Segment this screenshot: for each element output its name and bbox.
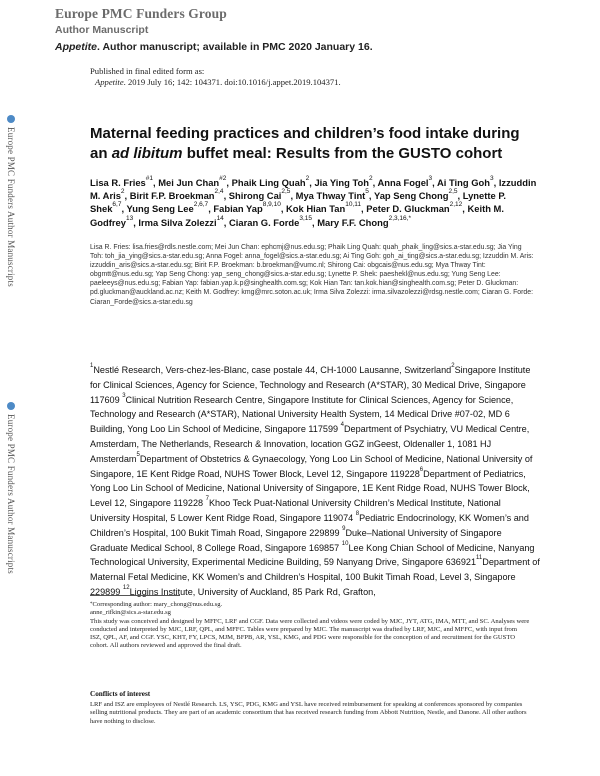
- author: [229, 190, 291, 201]
- affiliation-number: 11: [476, 555, 483, 562]
- author: [158, 177, 226, 188]
- author-affiliation-marker: 5: [365, 188, 369, 196]
- affiliation-text: Singapore Institute for Clinical Sciences, Agency for Science, Technology and Research (A*STAR), 30 Medical Drive, Singapore 117609: [90, 365, 531, 405]
- corresponding-marker: *: [90, 602, 93, 607]
- author: [286, 203, 361, 214]
- affiliation-number: 5: [136, 451, 140, 458]
- author: [437, 177, 494, 188]
- author-name: Jia Ying Toh: [314, 177, 369, 188]
- corresponding-email: Corresponding author: mary_chong@nus.edu.sg.: [92, 601, 223, 608]
- author-affiliation-marker: 14: [216, 214, 224, 222]
- affiliation-text: Duke–National University of Singapore Graduate Medical School, 8 College Road, Singapore 169857: [90, 527, 502, 553]
- affiliation-text: Department of Maternal Fetal Medicine, KK Women’s and Children’s Hospital, 100 Bukit Timah Road, Level 3, Singapore 229899: [90, 557, 540, 597]
- author: [130, 190, 224, 201]
- affiliation-number: 8: [355, 510, 360, 517]
- published-in: [90, 66, 341, 88]
- author-affiliation-marker: 6,7: [112, 201, 122, 209]
- title-italic: ad libitum: [111, 144, 183, 162]
- author-name: Ciaran G. Forde: [229, 216, 300, 228]
- author: [229, 214, 312, 228]
- author: [366, 203, 462, 214]
- author-affiliation-marker: 2,4: [214, 188, 224, 196]
- affiliation-number: 7: [205, 496, 209, 503]
- author-affiliation-marker: 3: [428, 175, 433, 182]
- author: [314, 177, 372, 188]
- author-affiliation-marker: 2,3,16,*: [388, 214, 411, 222]
- author-name: Birit F.P. Broekman: [129, 190, 215, 202]
- author-name: Anna Fogel: [377, 177, 429, 188]
- author-affiliation-marker: #1: [145, 175, 153, 182]
- author-affiliation-marker: 2,6,7: [193, 201, 209, 209]
- affiliation-text: Clinical Nutrition Research Centre, Singapore Institute for Clinical Sciences, Agency for Science, Technology and Research (A*STAR), National University Health System, 14 Medical Drive #07-02, MD 6 Building, Yong Loo Lin School of Medicine, Singapore 117599: [90, 394, 514, 435]
- affiliation-number: 2: [451, 363, 455, 369]
- author-manuscript-label: Author Manuscript: [55, 24, 149, 36]
- affiliation-number: 4: [340, 422, 344, 429]
- europe-pmc-dot-icon: [7, 402, 15, 410]
- affiliation-number: 9: [342, 525, 346, 532]
- author-affiliation-marker: 3: [489, 175, 494, 182]
- author-name: Mya Thway Tint: [295, 190, 366, 202]
- affiliation-text: Khoo Teck Puat-National University Children’s Medical Institute, National University Hospital, 5 Lower Kent Ridge Road, Singapore 119074: [90, 498, 501, 523]
- author-affiliation-marker: 2,5: [281, 188, 291, 196]
- author-affiliation-marker: 2: [305, 175, 310, 182]
- author: [213, 203, 280, 214]
- author-name: Yap Seng Chong: [373, 190, 449, 202]
- additional-email: anne_rifkin@sics.a-star.edu.sg: [90, 609, 171, 617]
- author: [232, 177, 310, 188]
- author-name: Phaik Ling Quah: [231, 177, 306, 188]
- author-name: Keith M. Godfrey: [90, 203, 504, 228]
- affiliation-number: 1: [90, 363, 94, 369]
- article-title: [90, 124, 530, 163]
- author-name: Irma Silva Zolezzi: [138, 216, 217, 228]
- author-name: Kok Hian Tan: [286, 203, 346, 215]
- author-name: Fabian Yap: [213, 203, 263, 215]
- author-name: Lynette P. Shek: [90, 190, 506, 215]
- author: [296, 190, 369, 201]
- sidebar-text-2: Europe PMC Funders Author Manuscripts: [6, 414, 16, 574]
- author-name: Mei Jun Chan: [158, 177, 220, 188]
- availability-text: . Author manuscript; available in PMC 2020 January 16.: [97, 41, 373, 53]
- affiliation-number: 3: [122, 392, 126, 399]
- affiliation-text: Pediatric Endocrinology, KK Women’s and Children’s Hospital, 100 Bukit Timah Road, Singapore 229899: [90, 512, 529, 538]
- funders-group-header: Europe PMC Funders Group: [55, 6, 227, 21]
- author-affiliation-marker: 10,11: [345, 201, 362, 209]
- author-affiliation-marker: 13: [125, 214, 134, 222]
- sidebar-watermark-2: [6, 402, 16, 574]
- citation-journal: Appetite: [95, 77, 124, 87]
- footnote-divider: [90, 595, 180, 596]
- author-affiliation-marker: 3,15: [299, 214, 312, 222]
- author: [127, 203, 209, 214]
- journal-name: Appetite: [55, 41, 97, 53]
- affiliation-number: 12: [122, 584, 130, 591]
- author-name: Lisa R. Fries: [90, 177, 146, 188]
- affiliations: [90, 363, 540, 600]
- author-affiliation-marker: 2: [368, 175, 373, 182]
- citation-details: . 2019 July 16; 142: 104371. doi:10.1016/j.appet.2019.104371.: [123, 77, 341, 87]
- corresponding-author: [90, 601, 530, 609]
- author-name: Shirong Cai: [228, 190, 282, 202]
- affiliation-text: Liggins Institute, University of Auckland, 85 Park Rd, Grafton,: [129, 586, 376, 597]
- affiliation-number: 10: [341, 540, 349, 547]
- affiliation-text: Department of Obstetrics & Gynaecology, Yong Loo Lin School of Medicine, National University of Singapore, 1E Kent Ridge Road, NUHS Tower Block, Level 12, Singapore 119228: [90, 453, 533, 479]
- affiliation-text: Lee Kong Chian School of Medicine, Nanyang Technological University, Experimental Medicine Building, 59 Nanyang Drive, Singapore 636921: [90, 542, 535, 568]
- affiliation-text: Department of Pediatrics, Yong Loo Lin School of Medicine, National University of Singapore, 1E Kent Ridge Road, NUHS Tower Block, Level 12, Singapore 119228: [90, 468, 530, 509]
- author-name: Izzuddin M. Aris: [90, 177, 537, 202]
- author-name: Peter D. Gluckman: [366, 203, 450, 215]
- author-affiliation-marker: 2,5: [448, 188, 458, 196]
- sidebar-text-1: Europe PMC Funders Author Manuscripts: [6, 127, 16, 287]
- author: [374, 190, 458, 201]
- author-list: Lisa R. Fries$^{\#1}$, Mei Jun Chan$^{\#2}$, Phaik Ling Quah$^2$, Jia Ying Toh$^2$, Anna Fogel$^3$, Ai Ting Goh$^3$, Izzuddin M. Aris$^2$, Birit F.P. Broekman$^{2,4}$, Shirong Cai$^{2,5}$, Mya Thway Tint$^5$, Yap Seng Chong$^{2,5}$, Lynette P. Shek$^{6,7}$, Yung Seng Lee$^{2,6,7}$, Fabian Yap$^{8,9,10}$, Kok Hian Tan$^{10,11}$, Peter D. Gluckman$^{2,12}$, Keith M. Godfrey$^{13}$, Irma Silva Zolezzi$^{14}$, Ciaran G. Forde$^{3,15}$, Mary F.F. Chong$^{2,3,16,*}$: [90, 175, 537, 228]
- published-label: Published in final edited form as:: [90, 66, 205, 76]
- author: [317, 214, 411, 228]
- affiliation-text: Nestlé Research, Vers-chez-les-Blanc, case postale 44, CH-1000 Lausanne, Switzerland: [93, 365, 452, 375]
- author-name: Yung Seng Lee: [126, 203, 194, 215]
- author: [90, 177, 153, 188]
- affiliation-number: 6: [419, 466, 424, 473]
- contributions: This study was conceived and designed by MFFC, LRF and CGF. Data were collected and videos were coded by MJC, JYT, ATG, IMA, MTT, and SC. Analyses were conducted and interpreted by MJC, LRF, QPL, and MFFC. Tables were prepared by MJC. The manuscript was drafted by LRF, MJC, and MFFC, with input from ISZ, QPL, AF, and CGF. YSC, KHT, FY, LPCS, MJM, BFPB, AR, YSL, KMG, and PDG were responsible for the conception of and recruitment for the GUSTO cohort. All authors reviewed and approved the final draft.: [90, 617, 530, 650]
- conflicts-heading: Conflicts of interest: [90, 690, 151, 698]
- title-part-2: buffet meal: Results from the GUSTO cohort: [182, 144, 503, 162]
- footnotes: [90, 601, 530, 651]
- author: [377, 177, 432, 188]
- author-affiliation-marker: 2: [120, 188, 125, 196]
- affiliation-text: Department of Psychiatry, VU Medical Centre, Amsterdam, The Netherlands, Research & Innovation, location GGZ inGeest, Oldenaller 1, 1081 HJ Amsterdam: [90, 424, 530, 464]
- author-affiliation-marker: 2,12: [449, 201, 463, 209]
- author-name: Ai Ting Goh: [437, 177, 490, 188]
- author: [138, 214, 224, 228]
- author-affiliation-marker: #2: [219, 175, 227, 182]
- conflicts-text: LRF and ISZ are employees of Nestlé Research. LS, YSC, PDG, KMG and YSL have received reimbursement for speaking at conferences sponsored by companies selling nutritional products. They are part of an academic consortium that has received research funding from Abbott Nutrition, Nestle, and Danone. All other authors have nothing to disclose.: [90, 701, 527, 725]
- title-part-1: Maternal feeding practices and children’s food intake during an: [90, 125, 520, 162]
- citation: [90, 77, 341, 88]
- sidebar-watermark-1: [6, 115, 16, 287]
- journal-availability-line: [55, 41, 373, 53]
- author-affiliation-marker: 8,9,10: [262, 201, 281, 209]
- europe-pmc-dot-icon: [7, 115, 15, 123]
- author-emails: Lisa R. Fries: lisa.fries@rdls.nestle.com; Mei Jun Chan: ephcmj@nus.edu.sg; Phaik Ling Quah: quah_phaik_ling@sics.a-star.edu.sg; Jia Ying Toh: toh_jia_ying@sics.a-star.edu.sg; Anna Fogel: anna_fogel@sics.a-star.edu.sg; Ai Ting Goh: goh_ai_ting@sics.a-star.edu.sg; Izzuddin M. Aris: izzuddin_aris@sics.a-star.edu.sg; Birit F.P. Broekman: b.broekman@vumc.nl; Shirong Cai: obgcais@nus.edu.sg; Mya Thway Tint: obgmtt@nus.edu.sg; Yap Seng Chong: yap_seng_chong@sics.a-star.edu.sg; Lynette P. Shek: paeshekl@nus.edu.sg; Yung Seng Lee: paeleeys@nus.edu.sg; Fabian Yap: fabian.yap.k.p@singhealth.com.sg; Kok Hian Tan: tan.kok.hian@singhealth.com.sg; Peter D. Gluckman: pd.gluckman@auckland.ac.nz; Keith M. Godfrey: kmg@mrc.soton.ac.uk; Irma Silva Zolezzi: irma.silvazolezzi@rdsg.nestle.com; Ciaran G. Forde: Ciaran_Forde@sics.a-star.edu.sg: [90, 244, 534, 306]
- author-name: Mary F.F. Chong: [317, 216, 389, 228]
